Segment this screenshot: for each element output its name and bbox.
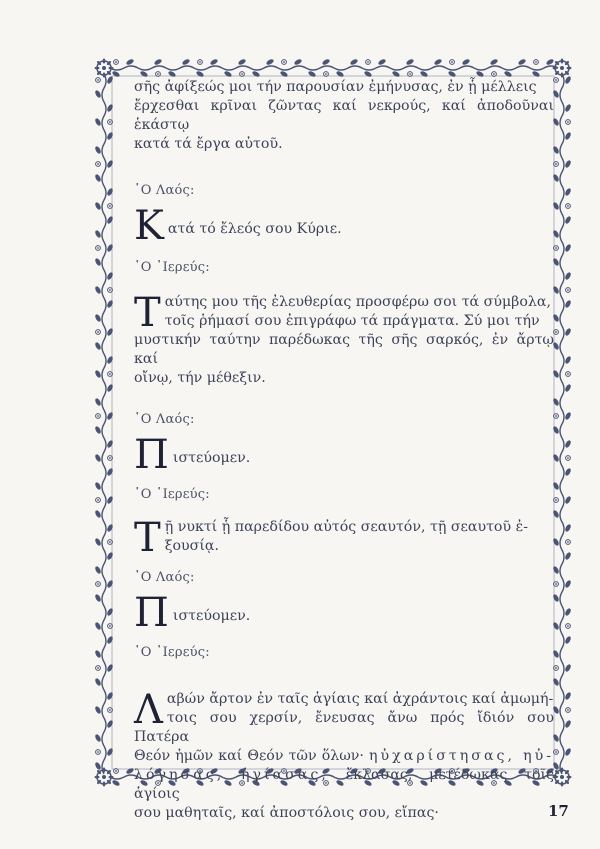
verse-block [134,432,554,478]
text-line: σου μαθηταῖς, καί ἀποστόλοις σου, εἴπας· [134,805,439,821]
text-line: αβών ἄρτον ἐν ταῖς ἁγίαις καί ἀχράντοις καί ἀμωμή- [166,691,554,707]
spaced-text: λόγησας, [134,767,225,783]
text-line: ξουσίᾳ. [164,538,220,554]
verse-block [134,515,554,561]
text-line: ῇ νυκτί ᾗ παρεδίδου αὐτός σεαυτόν, τῇ σεαυτοῦ ἐ- [164,519,529,535]
speaker-label: ῾Ο ῾Ιερεύς: [134,260,210,275]
spaced-text: ἡγίασας, [240,767,329,783]
text-line: ιστεύομεν. [172,608,251,624]
text-line: ατά τό ἔλεός σου Κύριε. [167,221,342,237]
drop-capital: Κ [134,203,164,249]
text-line: σῆς ἀφίξεώς μοι τήν παρουσίαν ἐμήνυσας, ἐν ᾗ μέλλεις [134,79,537,95]
text-line [134,747,554,766]
verse-block [134,290,554,388]
speaker-label: ῾Ο ῾Ιερεύς: [134,487,210,502]
speaker-label: ῾Ο Λαός: [134,183,195,198]
text-segment: ἔκλασας, μετέδωκας τοῖς ἁγίοις [134,767,555,802]
speaker-label: ῾Ο Λαός: [134,412,195,427]
verse-block [134,687,555,823]
drop-capital: Λ [134,687,163,733]
text-line: κατά τά ἔργα αὐτοῦ. [134,136,283,152]
drop-capital: Π [134,590,169,636]
text-line: τοις σου χερσίν, ἔνευσας ἄνω πρός ἴδιόν σου Πατέρα [134,710,554,745]
text-line: οἴνῳ, τήν μέθεξιν. [134,370,266,386]
text-line: ιστεύομεν. [172,450,251,466]
page-number: 17 [548,802,569,820]
text-segment: Θεόν ἡμῶν καί Θεόν τῶν ὅλων· [134,748,364,764]
text-line: αύτης μου τῆς ἐλευθερίας προσφέρω σοι τά σύμβολα, [164,294,551,310]
liturgical-text [134,78,555,821]
text-line [134,766,554,804]
drop-capital: Τ [134,290,161,336]
opening-paragraph [134,78,554,154]
verse-block [134,590,554,636]
text-line: μυστικήν ταύτην παρέδωκας τῆς σῆς σαρκός, ἐν ἄρτῳ καί [134,332,554,367]
text-line: ἔρχεσθαι κρῖναι ζῶντας καί νεκρούς, καί ἀποδοῦναι ἑκάστῳ [134,98,554,133]
verse-block [134,203,554,249]
speaker-label: ῾Ο Λαός: [134,570,195,585]
speaker-label: ῾Ο ῾Ιερεύς: [134,645,210,660]
drop-capital: Τ [134,515,161,561]
drop-capital: Π [134,432,169,478]
spaced-text: ηὐχαρίστησας, ηὐ- [369,748,554,764]
text-line: τοῖς ῥήμασί σου ἐπιγράφω τά πράγματα. Σύ μοι τήν [164,313,540,329]
